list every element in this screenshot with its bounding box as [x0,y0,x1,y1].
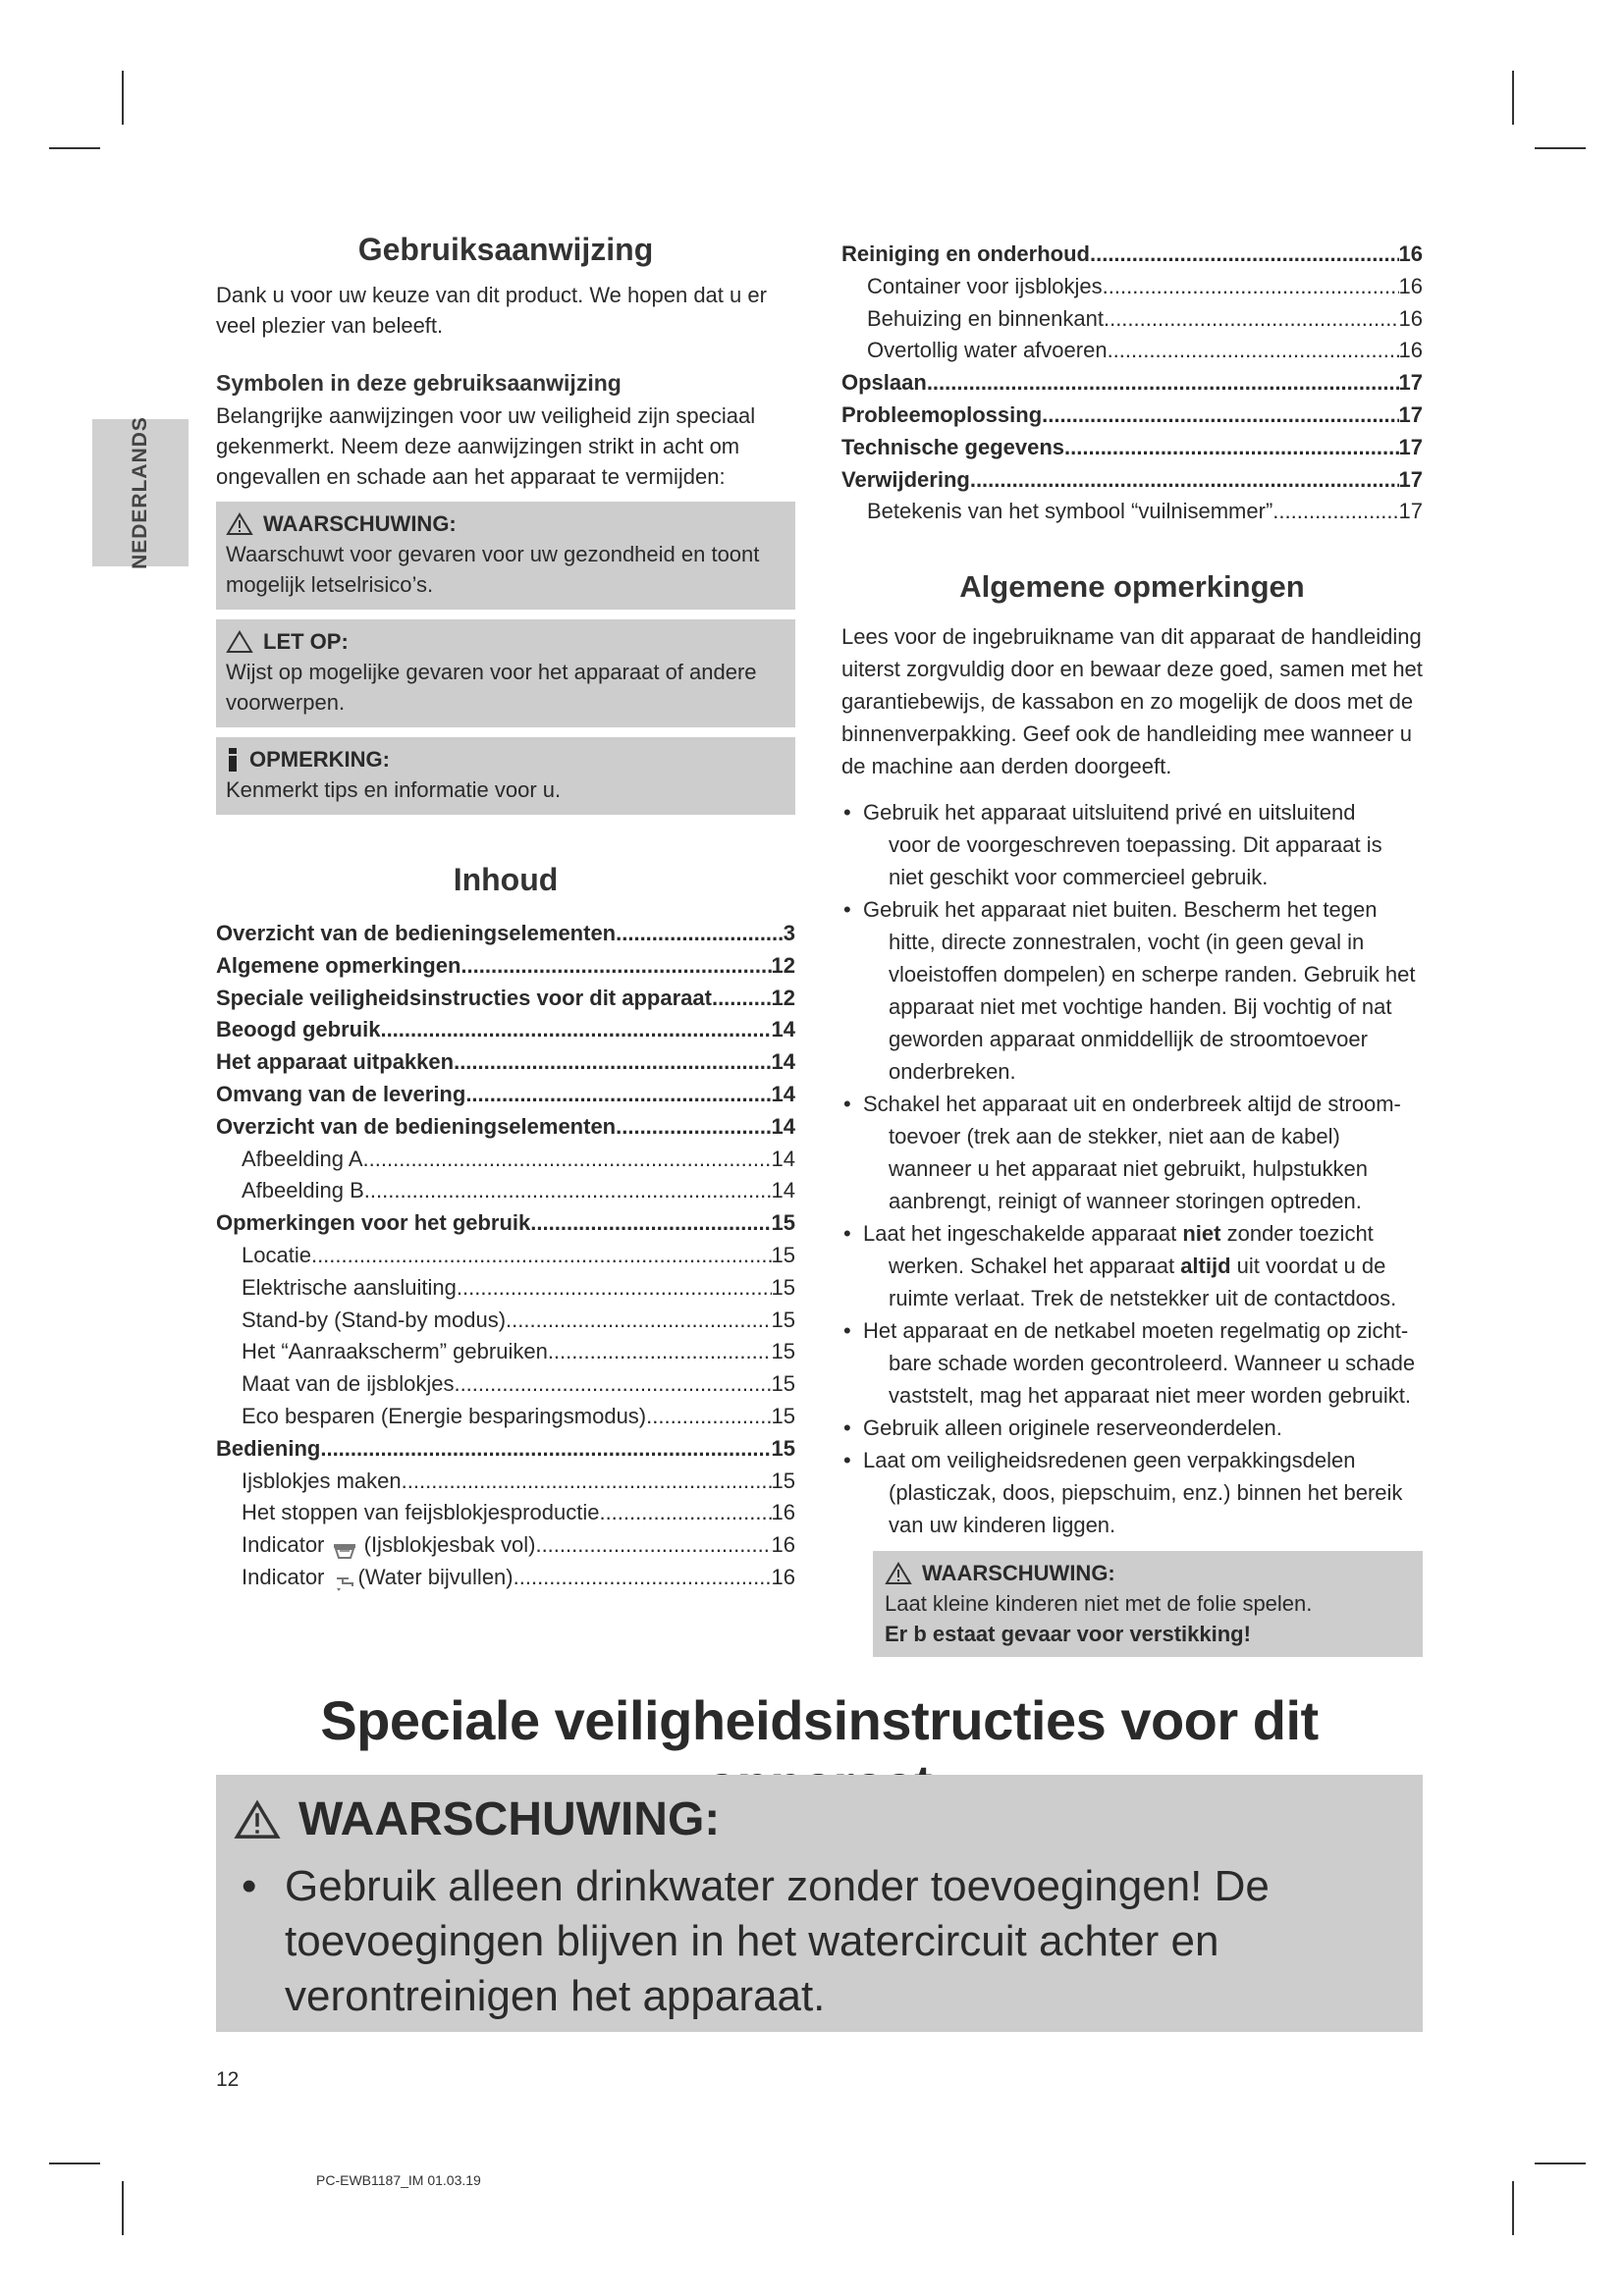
safety-bullet-item: • Het apparaat en de netkabel moeten regelmatig op zicht- bare schade worden gecontroleerd. Wanneer u schade vaststelt, mag het apparaat niet meer worden gebruikt. [841,1314,1423,1412]
toc-leader-dots [927,367,1399,400]
toc-entry-label: Overzicht van de bedieningselementen [216,921,617,945]
toc-entry[interactable] [841,464,1423,497]
toc-entry-page: 14 [771,1178,795,1203]
crop-mark [1512,71,1514,125]
toc-right [841,239,1423,528]
toc-entry-page: 15 [771,1371,795,1397]
toc-entry[interactable] [216,1305,795,1337]
toc-leader-dots [514,1562,772,1594]
toc-entry-page: 14 [771,1081,795,1106]
toc-entry-label: Afbeelding A [242,1146,363,1171]
toc-leader-dots [454,1368,771,1401]
manual-title: Gebruiksaanwijzing [357,232,654,267]
toc-entry-label: Verwijdering [841,466,970,492]
toc-entry[interactable] [216,1466,795,1498]
toc-entry-label: Stand-by (Stand-by modus) [242,1307,507,1332]
toc-entry-page: 17 [1398,466,1423,492]
crop-mark [1512,2181,1514,2235]
safety-bullets [841,796,1423,1541]
toc-entry[interactable] [216,1046,795,1079]
right-column [841,239,1423,1657]
toc-entry-label: Overtollig water afvoeren [867,338,1108,363]
warning-text-bold: Er b estaat gevaar voor verstikking! [885,1622,1251,1647]
toc-leader-dots [380,1014,771,1046]
intro-text: Dank u voor uw keuze van dit product. We hopen dat u er veel plezier van beleeft. [216,283,767,338]
toc-leader-dots [1064,432,1399,464]
toc-leader-dots [616,918,784,950]
toc-leader-dots [1103,271,1399,303]
safety-bullet-item: • Schakel het apparaat uit en onderbreek altijd de stroom- toevoer (trek aan de stekker, niet aan de kabel) wanneer u het apparaat niet gebruikt, hulpstukken aanbrengt, reinigt of wanneer storingen optreden. [841,1088,1423,1217]
toc-entry[interactable] [216,1207,795,1240]
toc-entry-label: Indicator (Water bijvullen) [242,1562,514,1594]
toc-entry[interactable] [216,950,795,983]
toc-entry[interactable] [216,1529,795,1562]
safety-bullet-item: • Laat om veiligheidsredenen geen verpakkingsdelen (plasticzak, doos, piepschuim, enz.) binnen het bereik van uw kinderen liggen. [841,1444,1423,1541]
toc-entry-page: 17 [1398,370,1423,396]
special-safety-title: Speciale veiligheidsinstructies voor dit [320,1689,1319,1751]
safety-bullet-item: • Gebruik alleen originele reserveonderdelen. [841,1412,1423,1444]
toc-leader-dots [311,1240,772,1272]
toc-entry-label: Het “Aanraakscherm” gebruiken [242,1339,548,1364]
warning-box-children [873,1551,1423,1657]
crop-mark [122,71,124,125]
toc-entry-page: 12 [771,985,795,1010]
symbols-text: Belangrijke aanwijzingen voor uw veiligheid zijn speciaal gekenmerkt. Neem deze aanwijzingen strikt in acht om ongevallen en schade aan het apparaat te vermijden: [216,403,756,489]
safety-bullet-item: • Gebruik het apparaat uitsluitend privé en uitsluitend voor de voorgeschreven toepassing. Dit apparaat is niet geschikt voor commercieel gebruik. [841,796,1423,893]
toc-entry-page: 3 [783,921,795,945]
toc-entry[interactable] [216,1368,795,1401]
toc-entry[interactable] [216,1401,795,1433]
special-warning-label: WAARSCHUWING: [298,1793,721,1845]
toc-entry-label: Opmerkingen voor het gebruik [216,1210,531,1236]
special-warning-text: Gebruik alleen drinkwater zonder toevoegingen! De toevoegingen blijven in het watercircuit achter en verontreinigen het apparaat. [285,1862,1270,2020]
toc-entry-page: 15 [771,1339,795,1364]
general-text: Lees voor de ingebruikname van dit apparaat de handleiding uiterst zorgvuldig door en bewaar deze goed, samen met het garantiebewijs, de kassabon en zo mogelijk de doos met de binnenverpakking. Geef ook de handleiding mee wanneer u de machine aan derden doorgeeft. [841,624,1423,779]
toc-entry-page: 16 [771,1500,795,1525]
toc-entry-label: Technische gegevens [841,434,1065,459]
warning-triangle-icon [234,1799,281,1841]
toc-entry[interactable] [216,1175,795,1207]
warning-triangle-icon [226,512,253,536]
caution-label: LET OP: [263,629,349,654]
warning-text: Waarschuwt voor gevaren voor uw gezondheid en toont mogelijk letselrisico’s. [226,542,760,597]
toc-leader-dots [1042,400,1398,432]
toc-entry[interactable] [216,1144,795,1176]
toc-entry[interactable] [841,335,1423,367]
toc-entry-label: Elektrische aansluiting [242,1274,457,1300]
toc-entry[interactable] [216,1272,795,1305]
left-column [216,232,795,1594]
warning-text: Laat kleine kinderen niet met de folie spelen. [885,1591,1313,1617]
toc-leader-dots [364,1175,772,1207]
toc-entry-label: Overzicht van de bedieningselementen [216,1113,617,1139]
toc-entry-label: Het apparaat uitpakken [216,1049,455,1075]
toc-entry-page: 17 [1398,401,1423,427]
toc-leader-dots [363,1144,772,1176]
toc-entry[interactable] [216,1336,795,1368]
toc-leader-dots [1272,496,1398,528]
toc-entry-label: Speciale veiligheidsinstructies voor dit apparaat [216,985,712,1010]
toc-leader-dots [1090,239,1399,271]
toc-entry-label: Omvang van de levering [216,1081,466,1106]
symbols-heading: Symbolen in deze gebruiksaanwijzing [216,370,622,396]
toc-leader-dots [320,1433,771,1466]
toc-entry[interactable] [841,239,1423,271]
toc-title: Inhoud [453,862,559,897]
special-warning-box [216,1775,1423,2032]
toc-entry-label: Het stoppen van feijsblokjesproductie [242,1500,600,1525]
toc-entry-page: 15 [771,1274,795,1300]
print-footer: PC-EWB1187_IM 01.03.19 [316,2172,481,2188]
toc-leader-dots [530,1207,771,1240]
caution-triangle-icon [226,630,253,654]
toc-leader-dots [712,983,772,1015]
toc-entry-label: Locatie [242,1242,311,1267]
toc-entry-page: 15 [771,1468,795,1493]
toc-leader-dots [1104,303,1399,336]
toc-entry[interactable] [216,1079,795,1111]
crop-mark [122,2181,124,2235]
toc-entry[interactable] [216,1433,795,1466]
toc-entry-page: 16 [1398,273,1423,298]
toc-leader-dots [460,950,771,983]
note-box [216,737,795,815]
ice-bin-full-icon [331,1537,358,1555]
toc-entry-label: Probleemoplossing [841,401,1043,427]
toc-leader-dots [506,1305,771,1337]
info-icon [226,747,240,773]
toc-entry-page: 15 [771,1403,795,1428]
general-title: Algemene opmerkingen [959,569,1305,605]
toc-entry-page: 15 [771,1242,795,1267]
toc-entry[interactable] [841,303,1423,336]
toc-entry-label: Opslaan [841,370,927,396]
language-tab [92,416,189,569]
toc-entry[interactable] [216,1562,795,1594]
toc-entry-page: 15 [771,1307,795,1332]
toc-entry-page: 14 [771,1113,795,1139]
toc-entry[interactable] [841,400,1423,432]
toc-entry-page: 16 [1398,241,1423,266]
crop-mark [49,147,100,149]
toc-entry[interactable] [216,1111,795,1144]
toc-entry[interactable] [216,1014,795,1046]
toc-entry[interactable] [216,1240,795,1272]
toc-leader-dots [616,1111,771,1144]
toc-entry-page: 14 [771,1146,795,1171]
toc-entry-label: Betekenis van het symbool “vuilnisemmer” [867,499,1273,524]
toc-leader-dots [1108,335,1399,367]
toc-entry-label: Bediening [216,1435,321,1461]
toc-leader-dots [548,1336,772,1368]
toc-entry-page: 17 [1398,499,1423,524]
language-tab-label: NEDERLANDS [129,416,151,569]
toc-entry-label: Maat van de ijsblokjes [242,1371,455,1397]
toc-entry[interactable] [841,432,1423,464]
toc-entry[interactable] [841,367,1423,400]
toc-entry-label: Afbeelding B [242,1178,364,1203]
toc-entry[interactable] [216,983,795,1015]
safety-bullet-item: • Gebruik het apparaat niet buiten. Bescherm het tegen hitte, directe zonnestralen, vocht (in geen geval in vloeistoffen dompelen) en scherpe randen. Gebruik het apparaat niet met vochtige handen. Bij vochtig of nat geworden apparaat onmiddellijk de stroomtoevoer onderbreken. [841,893,1423,1088]
caution-text: Wijst op mogelijke gevaren voor het apparaat of andere voorwerpen. [226,660,757,715]
note-text: Kenmerkt tips en informatie voor u. [226,777,562,802]
special-warning-bullet: • Gebruik alleen drinkwater zonder toevoegingen! De toevoegingen blijven in het watercircuit achter en verontreinigen het apparaat. [234,1859,1402,2024]
toc-left [216,918,795,1594]
toc-leader-dots [646,1401,771,1433]
toc-entry[interactable] [216,918,795,950]
water-tap-icon [331,1570,358,1587]
toc-entry-label: Container voor ijsblokjes [867,273,1103,298]
toc-leader-dots [457,1272,772,1305]
safety-bullet-item: • Laat het ingeschakelde apparaat niet zonder toezicht werken. Schakel het apparaat altijd uit voordat u de ruimte verlaat. Trek de netstekker uit de contactdoos. [841,1217,1423,1314]
warning-triangle-icon [885,1562,912,1585]
toc-entry-label: Eco besparen (Energie besparingsmodus) [242,1403,647,1428]
warning-label: WAARSCHUWING: [263,511,457,536]
toc-entry-label: Reiniging en onderhoud [841,241,1090,266]
crop-mark [1535,147,1586,149]
page-number: 12 [216,2068,240,2091]
toc-leader-dots [454,1046,771,1079]
caution-box [216,619,795,727]
note-label: OPMERKING: [249,747,390,772]
toc-entry-page: 12 [771,952,795,978]
toc-entry-page: 16 [1398,305,1423,331]
toc-entry[interactable] [216,1497,795,1529]
toc-entry-label: Ijsblokjes maken [242,1468,402,1493]
toc-leader-dots [599,1497,771,1529]
warning-label: WAARSCHUWING: [922,1561,1115,1586]
toc-entry-page: 16 [1398,338,1423,363]
toc-entry[interactable] [841,496,1423,528]
toc-entry-page: 14 [771,1049,795,1075]
toc-entry-label: Behuizing en binnenkant [867,305,1104,331]
toc-leader-dots [402,1466,772,1498]
toc-entry-label: Algemene opmerkingen [216,952,461,978]
warning-box [216,502,795,610]
toc-entry-label: Indicator (Ijsblokjesbak vol) [242,1532,536,1558]
toc-entry-page: 16 [771,1564,795,1589]
toc-leader-dots [465,1079,771,1111]
toc-entry-page: 16 [771,1532,795,1558]
toc-leader-dots [535,1529,771,1562]
toc-entry[interactable] [841,271,1423,303]
crop-mark [1535,2163,1586,2164]
toc-entry-page: 15 [771,1210,795,1236]
toc-entry-label: Beoogd gebruik [216,1017,381,1042]
toc-leader-dots [970,464,1399,497]
toc-entry-page: 17 [1398,434,1423,459]
crop-mark [49,2163,100,2164]
toc-entry-page: 14 [771,1017,795,1042]
toc-entry-page: 15 [771,1435,795,1461]
